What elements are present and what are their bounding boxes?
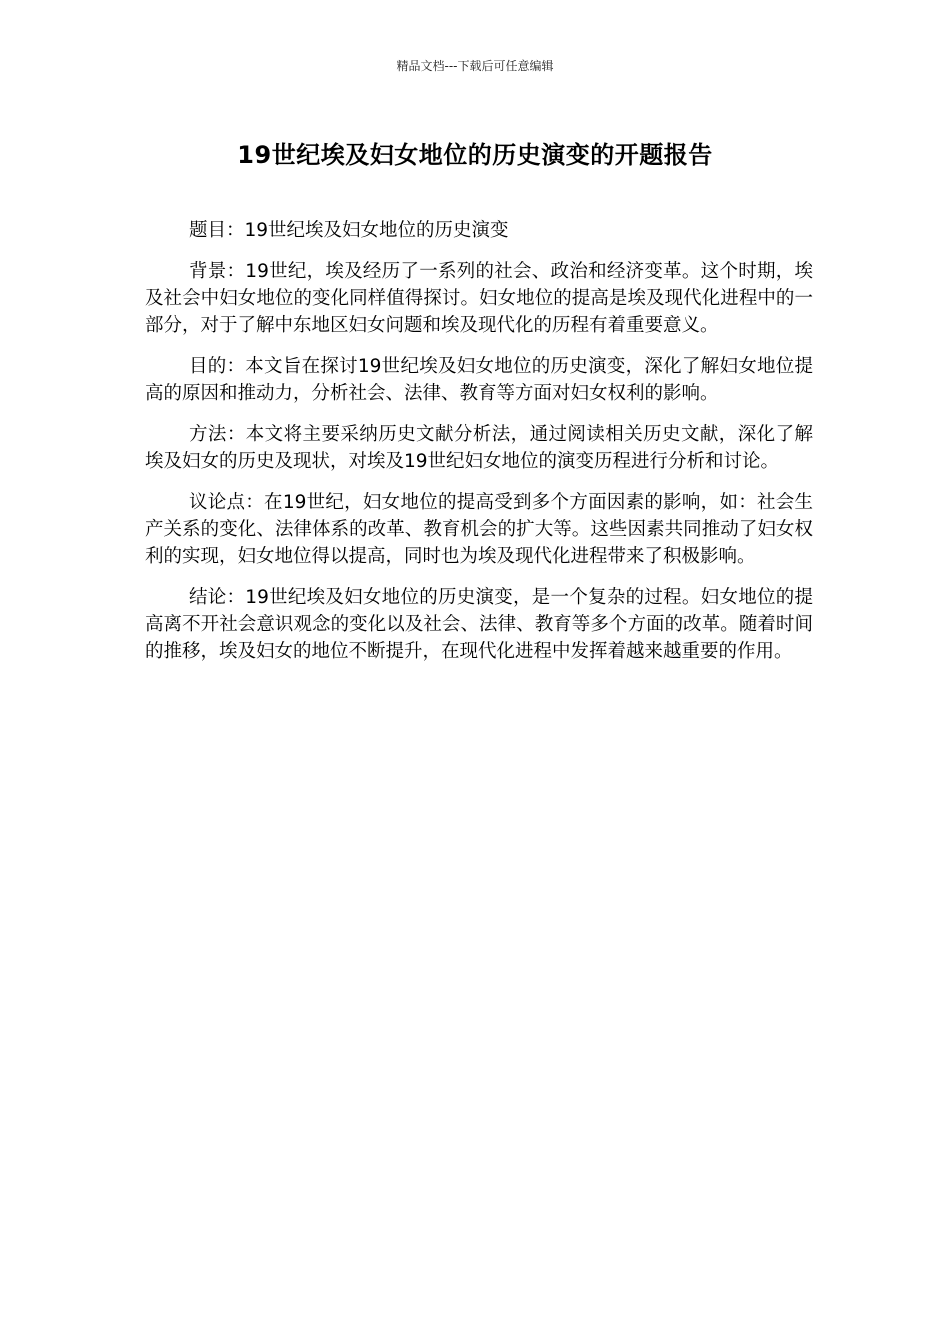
paragraph-topic: 题目：19世纪埃及妇女地位的历史演变 bbox=[189, 220, 509, 241]
paragraph-method: 方法：本文将主要采纳历史文献分析法，通过阅读相关历史文献，深化了解埃及妇女的历史及现状，对埃及19世纪妇女地位的演变历程进行分析和讨论。 bbox=[145, 424, 813, 472]
document-title: 19世纪埃及妇女地位的历史演变的开题报告 bbox=[237, 141, 713, 169]
paragraph-purpose: 目的：本文旨在探讨19世纪埃及妇女地位的历史演变，深化了解妇女地位提高的原因和推动力，分析社会、法律、教育等方面对妇女权利的影响。 bbox=[145, 356, 813, 404]
document-body bbox=[145, 217, 813, 679]
paragraph-background: 背景：19世纪，埃及经历了一系列的社会、政治和经济变革。这个时期，埃及社会中妇女地位的变化同样值得探讨。妇女地位的提高是埃及现代化进程中的一部分，对于了解中东地区妇女问题和埃及现代化的历程有着重要意义。 bbox=[145, 261, 813, 336]
paragraph-conclusion: 结论：19世纪埃及妇女地位的历史演变，是一个复杂的过程。妇女地位的提高离不开社会意识观念的变化以及社会、法律、教育等多个方面的改革。随着时间的推移，埃及妇女的地位不断提升，在现代化进程中发挥着越来越重要的作用。 bbox=[145, 587, 813, 662]
page-header: 精品文档---下载后可任意编辑 bbox=[396, 59, 554, 73]
paragraph-discussion: 议论点：在19世纪，妇女地位的提高受到多个方面因素的影响，如：社会生产关系的变化、法律体系的改革、教育机会的扩大等。这些因素共同推动了妇女权利的实现，妇女地位得以提高，同时也为埃及现代化进程带来了积极影响。 bbox=[145, 492, 813, 567]
